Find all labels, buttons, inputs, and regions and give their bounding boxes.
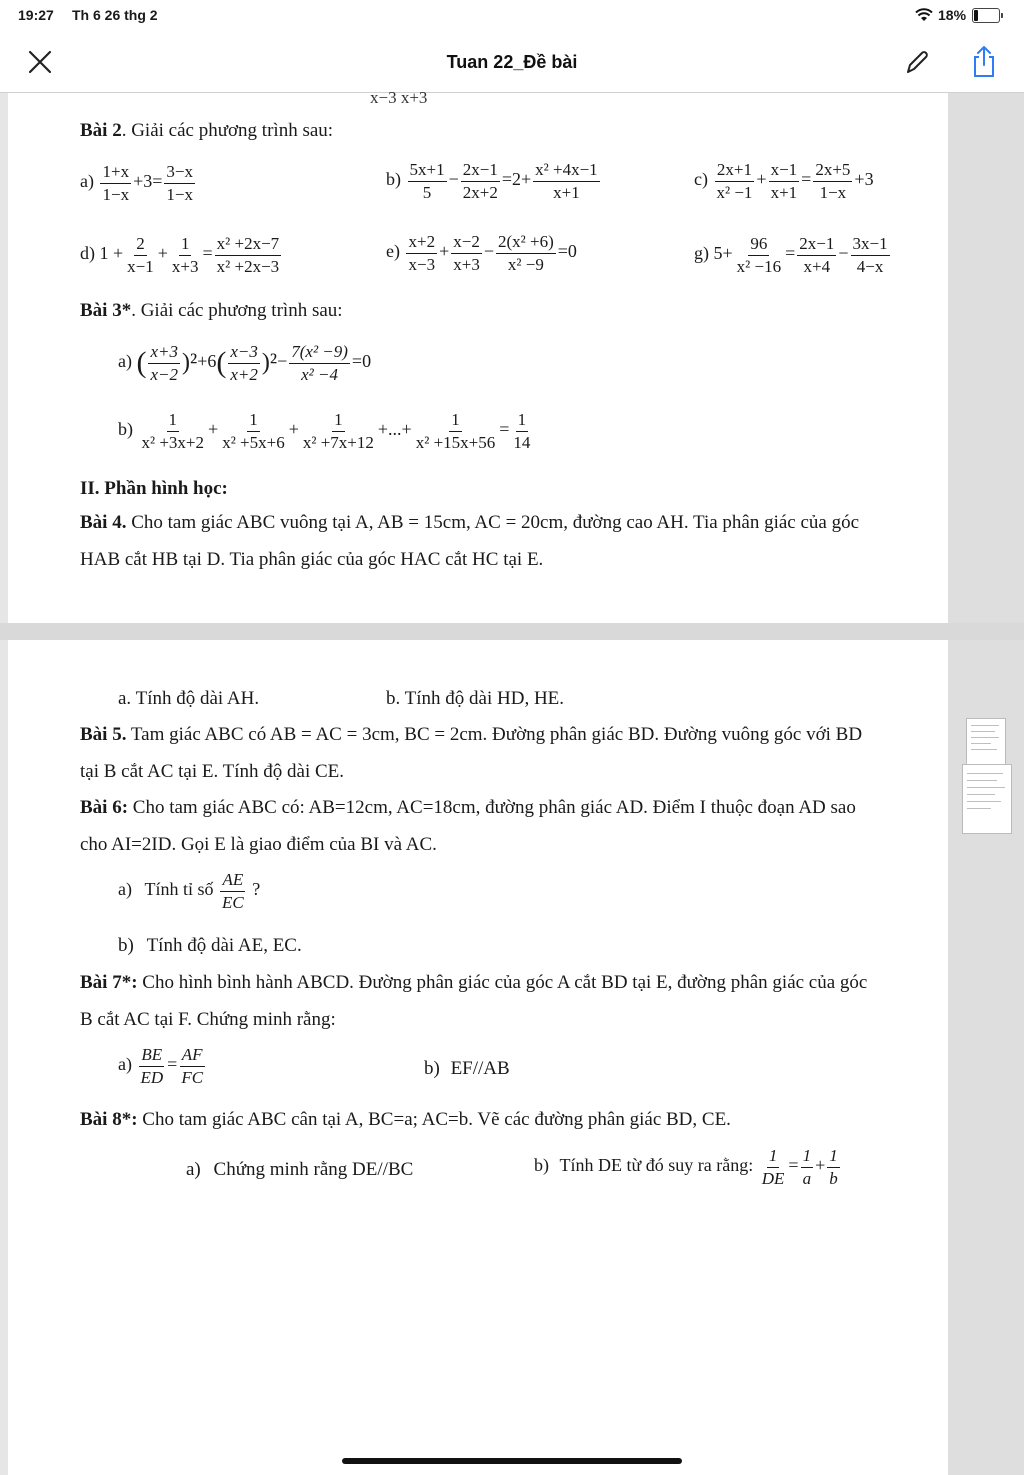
bai4-line2: HAB cắt HB tại D. Tia phân giác của góc HAC cắt HC tại E. bbox=[80, 549, 544, 570]
fraction: $\frac{3x-1}{4-x}$ bbox=[852, 234, 888, 276]
item-label: a) bbox=[118, 351, 132, 372]
fraction: $\frac{1}{a}$ bbox=[802, 1146, 812, 1188]
equation-3a: a) ( $\frac{x+3}{x-2}$ )²+6( $\frac{x-3}{x+2}$ )²− $\frac{\text{7(x² −9)}}{\text{x² −4}}$ =0 bbox=[118, 342, 372, 384]
page-thumbnail[interactable] bbox=[966, 718, 1006, 768]
bai3-label: Bài 3* bbox=[80, 300, 132, 321]
page-thumbnail[interactable] bbox=[962, 764, 1012, 834]
share-icon bbox=[966, 44, 1002, 80]
document-title: Tuan 22_Đề bài bbox=[446, 52, 578, 72]
bai6-line2: cho AI=2ID. Gọi E là giao điểm của BI và AC. bbox=[80, 834, 437, 855]
status-date: Th 6 26 thg 2 bbox=[72, 7, 158, 23]
bai3-heading bbox=[80, 300, 343, 323]
equation-2b: b) $\frac{5x+1}{5}$ − $\frac{2x-1}{2x+2}$ =2+ $\frac{\text{x² +4x−1}}{x+1}$ bbox=[386, 160, 598, 202]
bai7-part-b: b) EF//AB bbox=[424, 1058, 510, 1079]
battery-icon bbox=[972, 8, 1000, 23]
bai8-part-b: b) Tính DE từ đó suy ra rằng: $\frac{1}{DE}$ = $\frac{1}{a}$ + $\frac{1}{b}$ bbox=[534, 1146, 838, 1188]
fraction: $\frac{96}{\text{x² −16}}$ bbox=[736, 234, 782, 276]
item-label: b) bbox=[534, 1155, 549, 1176]
bai7-label: Bài 7*: bbox=[80, 972, 138, 993]
equation-2d: d) 1 + $\frac{2}{x-1}$ + $\frac{1}{x+3}$ = $\frac{\text{x² +2x−7}}{\text{x² +2x−3}}$ bbox=[80, 234, 280, 276]
fraction: $\frac{2x-1}{2x+2}$ bbox=[462, 160, 498, 202]
fraction: $\frac{\text{x² +4x−1}}{x+1}$ bbox=[535, 160, 598, 202]
equation-2g: g) 5+ $\frac{96}{\text{x² −16}}$ = $\frac{2x-1}{x+4}$ − $\frac{3x-1}{4-x}$ bbox=[694, 234, 888, 276]
fraction: $\frac{1}{\text{x² +3x+2}}$ bbox=[141, 410, 205, 452]
fraction: $\frac{1}{x+3}$ bbox=[171, 234, 199, 276]
home-indicator[interactable] bbox=[342, 1458, 682, 1464]
bai4-part-a: a. Tính độ dài AH. bbox=[118, 688, 260, 709]
fraction: $\frac{AF}{FC}$ bbox=[181, 1045, 204, 1087]
bai5-label: Bài 5. bbox=[80, 724, 127, 745]
fraction: $\frac{2x+5}{1-x}$ bbox=[815, 160, 851, 202]
nav-bar bbox=[0, 32, 1024, 93]
cutoff-text: x−3 x+3 bbox=[370, 88, 428, 107]
bai8-label: Bài 8*: bbox=[80, 1109, 138, 1130]
item-label: g) bbox=[694, 243, 709, 264]
fraction: $\frac{2}{x-1}$ bbox=[127, 234, 154, 276]
fraction: $\frac{\text{2(x² +6)}}{\text{x² −9}}$ bbox=[497, 232, 554, 274]
fraction: $\frac{\text{7(x² −9)}}{\text{x² −4}}$ bbox=[291, 342, 348, 384]
bai2-text: . Giải các phương trình sau: bbox=[121, 120, 334, 141]
status-bar bbox=[0, 0, 1024, 32]
bai5-line2: tại B cắt AC tại E. Tính độ dài CE. bbox=[80, 761, 345, 782]
item-label: b) bbox=[424, 1058, 440, 1079]
bai7-part-a: a) $\frac{BE}{ED}$ = $\frac{AF}{FC}$ bbox=[118, 1045, 204, 1087]
fraction: $\frac{1+x}{1-x}$ bbox=[102, 162, 130, 204]
item-label: c) bbox=[694, 169, 708, 190]
equation-2a: a) $\frac{1+x}{1-x}$ +3= $\frac{3-x}{1-x}$ bbox=[80, 162, 193, 204]
item-label: b) bbox=[118, 935, 134, 956]
bai6-label: Bài 6: bbox=[80, 797, 129, 818]
bai5-line1: Bài 5. Tam giác ABC có AB = AC = 3cm, BC = 2cm. Đường phân giác BD. Đường vuông góc với BD bbox=[80, 724, 863, 745]
fraction: $\frac{1}{\text{x² +15x+56}}$ bbox=[415, 410, 496, 452]
fraction: $\frac{x-3}{x+2}$ bbox=[230, 342, 258, 384]
fraction: $\frac{1}{\text{x² +7x+12}}$ bbox=[302, 410, 374, 452]
item-label: b) bbox=[386, 169, 401, 190]
fraction: $\frac{x+3}{x-2}$ bbox=[150, 342, 179, 384]
bai3-text: . Giải các phương trình sau: bbox=[131, 300, 343, 321]
bai4-line1: Bài 4. Cho tam giác ABC vuông tại A, AB = 15cm, AC = 20cm, đường cao AH. Tia phân giác của góc bbox=[80, 512, 860, 533]
bai8-line1: Bài 8*: Cho tam giác ABC cân tại A, BC=a; AC=b. Vẽ các đường phân giác BD, CE. bbox=[80, 1109, 731, 1130]
bai7-line1: Bài 7*: Cho hình bình hành ABCD. Đường phân giác của góc A cắt BD tại E, đường phân giác của góc bbox=[80, 972, 868, 993]
fraction: $\frac{x-1}{x+1}$ bbox=[770, 160, 798, 202]
fraction: $\frac{2x+1}{\text{x² −1}}$ bbox=[716, 160, 753, 202]
bai4-part-b: b. Tính độ dài HD, HE. bbox=[386, 688, 565, 709]
fraction: $\frac{5x+1}{5}$ bbox=[409, 160, 445, 202]
fraction: $\frac{3-x}{1-x}$ bbox=[166, 162, 193, 204]
wifi-icon bbox=[914, 7, 934, 26]
item-label: d) bbox=[80, 243, 95, 264]
fraction: $\frac{BE}{ED}$ bbox=[140, 1045, 164, 1087]
status-time: 19:27 bbox=[18, 7, 54, 23]
bai6-line1: Bài 6: Cho tam giác ABC có: AB=12cm, AC=18cm, đường phân giác AD. Điểm I thuộc đoạn AD sao bbox=[80, 797, 856, 818]
section-heading: II. Phần hình học: bbox=[80, 478, 228, 499]
item-label: a) bbox=[186, 1159, 201, 1180]
fraction: $\frac{\text{x² +2x−7}}{\text{x² +2x−3}}$ bbox=[216, 234, 280, 276]
fraction: $\frac{AE}{EC}$ bbox=[222, 870, 244, 912]
equation-2e: e) $\frac{x+2}{x-3}$ + $\frac{x-2}{x+3}$ − $\frac{\text{2(x² +6)}}{\text{x² −9}}$ =0 bbox=[386, 232, 577, 274]
equation-3b: b) $\frac{1}{\text{x² +3x+2}}$ + $\frac{1}{\text{x² +5x+6}}$ + $\frac{1}{\text{x² +7x+12}}$ +...+ $\frac{1}{\text{x² +15x+56}}$ = $\frac{1}{14}$ bbox=[118, 410, 531, 452]
fraction: $\frac{1}{DE}$ bbox=[761, 1146, 785, 1188]
item-label: a) bbox=[80, 171, 94, 192]
item-label: a) bbox=[118, 1054, 132, 1075]
item-label: e) bbox=[386, 241, 400, 262]
bai2-label: Bài 2 bbox=[80, 120, 122, 141]
fraction: $\frac{1}{b}$ bbox=[829, 1146, 838, 1188]
item-label: a) bbox=[118, 879, 132, 900]
fraction: $\frac{1}{\text{x² +5x+6}}$ bbox=[222, 410, 285, 452]
equation-2c: c) $\frac{2x+1}{\text{x² −1}}$ + $\frac{x-1}{x+1}$ = $\frac{2x+5}{1-x}$ +3 bbox=[694, 160, 874, 202]
pencil-icon bbox=[900, 46, 932, 78]
bai4-label: Bài 4. bbox=[80, 512, 127, 533]
bai2-heading bbox=[80, 120, 333, 143]
edit-button[interactable] bbox=[900, 46, 932, 78]
bai6-part-a: a) Tính tỉ số $\frac{AE}{EC}$ ? bbox=[118, 870, 261, 912]
fraction: $\frac{1}{14}$ bbox=[513, 410, 531, 452]
fraction: $\frac{x-2}{x+3}$ bbox=[453, 232, 480, 274]
bai8-part-a: a) Chứng minh rằng DE//BC bbox=[186, 1159, 414, 1180]
fraction: $\frac{2x-1}{x+4}$ bbox=[799, 234, 835, 276]
battery-percent: 18% bbox=[938, 7, 967, 23]
share-button[interactable] bbox=[966, 44, 1002, 80]
bai6-part-b: b) Tính độ dài AE, EC. bbox=[118, 935, 302, 956]
page-separator bbox=[0, 623, 1024, 640]
item-label: b) bbox=[118, 419, 133, 440]
fraction: $\frac{x+2}{x-3}$ bbox=[408, 232, 436, 274]
bai7-line2: B cắt AC tại F. Chứng minh rằng: bbox=[80, 1009, 336, 1030]
